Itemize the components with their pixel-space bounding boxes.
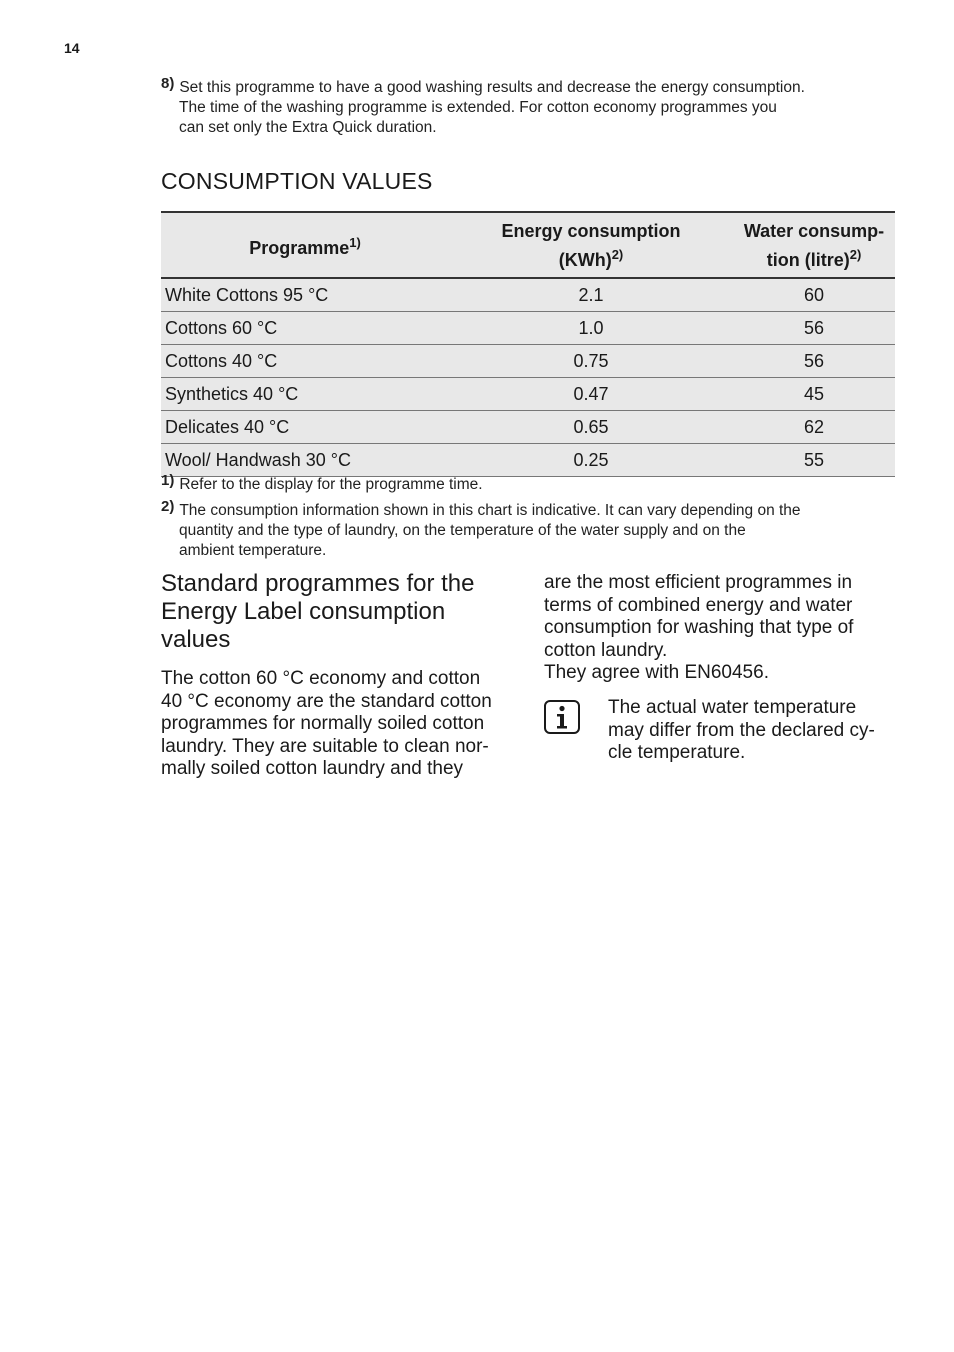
cell-programme: Cottons 40 °C <box>161 345 449 378</box>
standard-programmes-heading: Standard programmes for the Energy Label consumption values <box>161 570 475 653</box>
header-programme: Programme$^{1)}$ <box>161 212 449 278</box>
standard-programmes-right-column <box>544 572 894 685</box>
cell-energy: 2.1 <box>449 278 733 312</box>
footnote-8 <box>161 75 895 138</box>
standard-programmes-paragraph-cont: are the most efficient programmes in terms of combined energy and water consumption for washing that type of cotton laundry. They agree with EN60456. <box>544 572 854 683</box>
cell-programme: Synthetics 40 °C <box>161 378 449 411</box>
table-header-row <box>161 212 895 278</box>
page-number: 14 <box>64 40 80 56</box>
cell-programme: Delicates 40 °C <box>161 411 449 444</box>
cell-energy: 0.25 <box>449 444 733 477</box>
info-note <box>544 697 894 765</box>
footnote-text: The time of the washing programme is extended. For cotton economy programmes you <box>179 99 777 116</box>
cell-programme: Wool/ Handwash 30 °C <box>161 444 449 477</box>
cell-water: 56 <box>733 312 895 345</box>
footnote-text: quantity and the type of laundry, on the temperature of the water supply and on the <box>179 522 746 539</box>
cell-water: 62 <box>733 411 895 444</box>
footnote-text: The consumption information shown in this chart is indicative. It can vary depending on the <box>179 502 801 519</box>
table-row <box>161 278 895 312</box>
table-row <box>161 345 895 378</box>
footnote-text: Set this programme to have a good washing results and decrease the energy consumption. <box>179 79 805 96</box>
cell-programme: White Cottons 95 °C <box>161 278 449 312</box>
consumption-table <box>161 211 895 477</box>
cell-programme: Cottons 60 °C <box>161 312 449 345</box>
standard-programmes-left-column <box>161 570 511 781</box>
info-text: The actual water temperature may differ from the declared cy- cle temperature. <box>608 697 875 763</box>
table-note-2 <box>161 498 895 561</box>
cell-water: 56 <box>733 345 895 378</box>
footnote-text: ambient temperature. <box>179 542 327 559</box>
cell-water: 45 <box>733 378 895 411</box>
section-title: CONSUMPTION VALUES <box>161 168 433 194</box>
table-row <box>161 411 895 444</box>
info-icon <box>544 700 580 734</box>
footnote-mark: 1) <box>161 472 175 489</box>
cell-energy: 1.0 <box>449 312 733 345</box>
cell-energy: 0.47 <box>449 378 733 411</box>
cell-water: 60 <box>733 278 895 312</box>
cell-energy: 0.75 <box>449 345 733 378</box>
cell-energy: 0.65 <box>449 411 733 444</box>
footnote-text: Refer to the display for the programme time. <box>179 476 483 493</box>
header-energy: Energy consumption (KWh)$^{2)}$ <box>449 212 733 278</box>
footnote-mark: 8) <box>161 75 175 92</box>
footnote-text: can set only the Extra Quick duration. <box>179 119 437 136</box>
table-row <box>161 444 895 477</box>
header-water: Water consump- tion (litre)$^{2)}$ <box>733 212 895 278</box>
footnote-mark: 2) <box>161 498 175 515</box>
table-row <box>161 312 895 345</box>
table-note-1 <box>161 472 895 495</box>
standard-programmes-paragraph: The cotton 60 °C economy and cotton 40 °C economy are the standard cotton programmes for normally soiled cotton laundry. They are suitable to clean nor- mally soiled cotton laundry and they <box>161 668 492 779</box>
cell-water: 55 <box>733 444 895 477</box>
table-row <box>161 378 895 411</box>
